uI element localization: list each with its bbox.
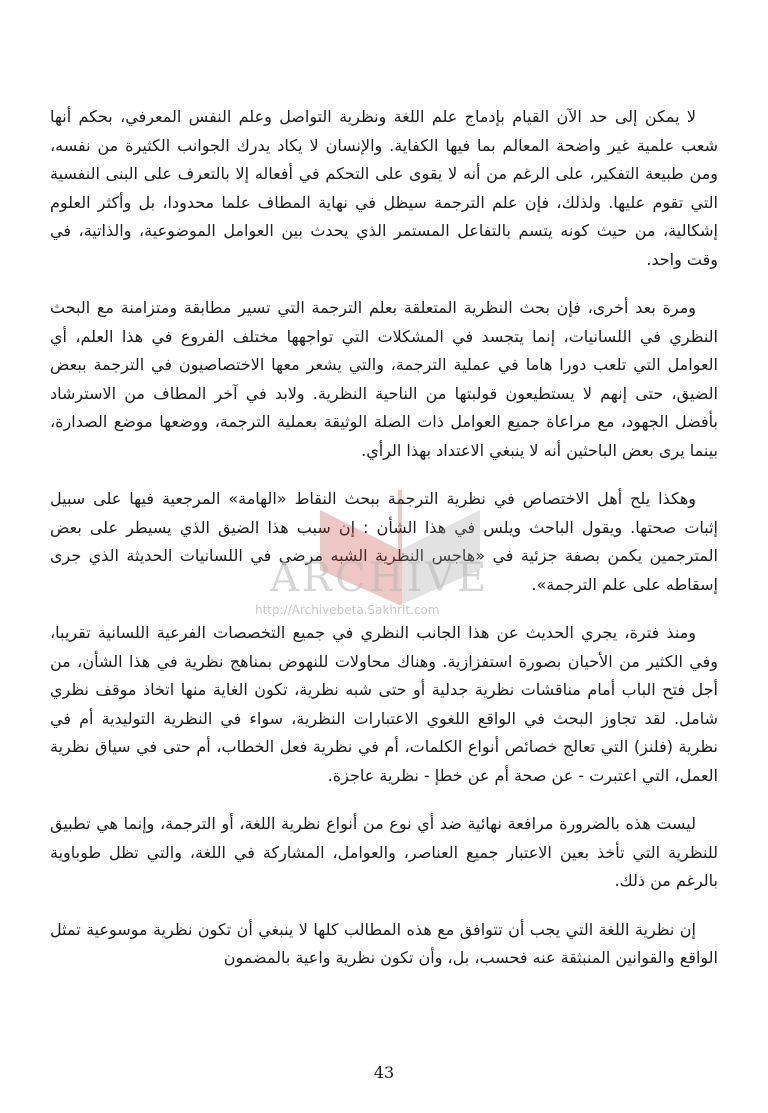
page-number: 43: [373, 1063, 395, 1082]
paragraph-6: إن نظرية اللغة التي يجب أن تتوافق مع هذه المطالب كلها لا ينبغي أن تكون نظرية موسوعية تمثل الواقع والقوانين المنبثقة عنه فحسب، بل، وأن تكون نظرية واعية بالمضمون: [50, 919, 718, 967]
paragraph-5: ليست هذه بالضرورة مرافعة نهائية ضد أي نوع من أنواع نظرية اللغة، أو الترجمة، وإنما هي تطبيق للنظرية التي تأخذ بعين الاعتبار جميع العناصر، والعوامل، المشاركة في اللغة، والتي تظل طوباوية بالرغم من ذلك.: [50, 814, 718, 890]
paragraph-3: وهكذا يلح أهل الاختصاص في نظرية الترجمة ببحث النقاط «الهامة» المرجعية فيها على سبيل إثبات صحتها. ويقول الباحث ويلس في هذا الشأن : إن سبب هذا الضيق الذي يسيطر على بعض المترجمين يكمن بصفة جزئية في «هاجس النظرية الشبه مرضي في اللسانيات الحديثة الذي جرى إسقاطه على علم الترجمة».: [50, 489, 718, 594]
document-body: [50, 103, 718, 993]
paragraph-2: ومرة بعد أخرى، فإن بحث النظرية المتعلقة بعلم الترجمة التي تسير مطابقة ومتزامنة مع البحث النظري في اللسانيات، إنما يتجسد في المشكلات التي تواجهها مختلف الفروع في هذا العلم، أي العوامل التي تلعب دورا هاما في عملية الترجمة، والتي يشعر معها الاختصاصيون في الترجمة ببعض الضيق، حتى إنهم لا يستطيعون قولبتها من الناحية النظرية. ولابد في آخر المطاف من الاسترشاد بأفضل الجهود، مع مراعاة جميع العوامل ذات الصلة الوثيقة بعملية الترجمة، ووضعها موضع الصدارة، بينما يرى بعض الباحثين أنه لا ينبغي الاعتداد بهذا الرأي.: [50, 298, 718, 460]
watermark-text: ARCHIVE: [270, 555, 490, 601]
paragraph-4: ومنذ فترة، يجري الحديث عن هذا الجانب النظري في جميع التخصصات الفرعية اللسانية تقريبا، وفي الكثير من الأحيان بصورة استفزازية. وهناك محاولات للنهوض بمناهج نظرية في هذا الشأن، من أجل فتح الباب أمام مناقشات نظرية جدلية أو حتى شبه نظرية، تكون الغاية منها اتخاذ موقف نظري شامل. لقد تجاوز البحث في الواقع اللغوي الاعتبارات النظرية، سواء في النظرية التوليدية أم في نظرية (فلنز) التي تعالج خصائص أنواع الكلمات، أم في نظرية فعل الخطاب، أم حتى في سياق نظرية العمل، التي اعتبرت - عن صحة أم عن خطإ - نظرية عاجزة.: [50, 623, 718, 785]
watermark-url: http://Archivebeta.Sakhrit.com: [255, 603, 440, 617]
paragraph-1: لا يمكن إلى حد الآن القيام بإدماج علم اللغة ونظرية التواصل وعلم النفس المعرفي، بحكم أنها شعب علمية غير واضحة المعالم بما فيها الكفاية. والإنسان لا يكاد يدرك الجوانب الكثيرة من نفسه، ومن طبيعة التفكير، على الرغم من أنه لا يقوى على التحكم في أفعاله إلا بالتعرف على البنى النفسية التي تقوم عليها. ولذلك، فإن علم الترجمة سيظل في نهاية المطاف علما محدودا، بل وأكثر العلوم إشكالية، من حيث كونه يتسم بالتفاعل المستمر الذي يحدث بين العوامل الموضوعية، والذاتية، في وقت واحد.: [50, 107, 718, 269]
